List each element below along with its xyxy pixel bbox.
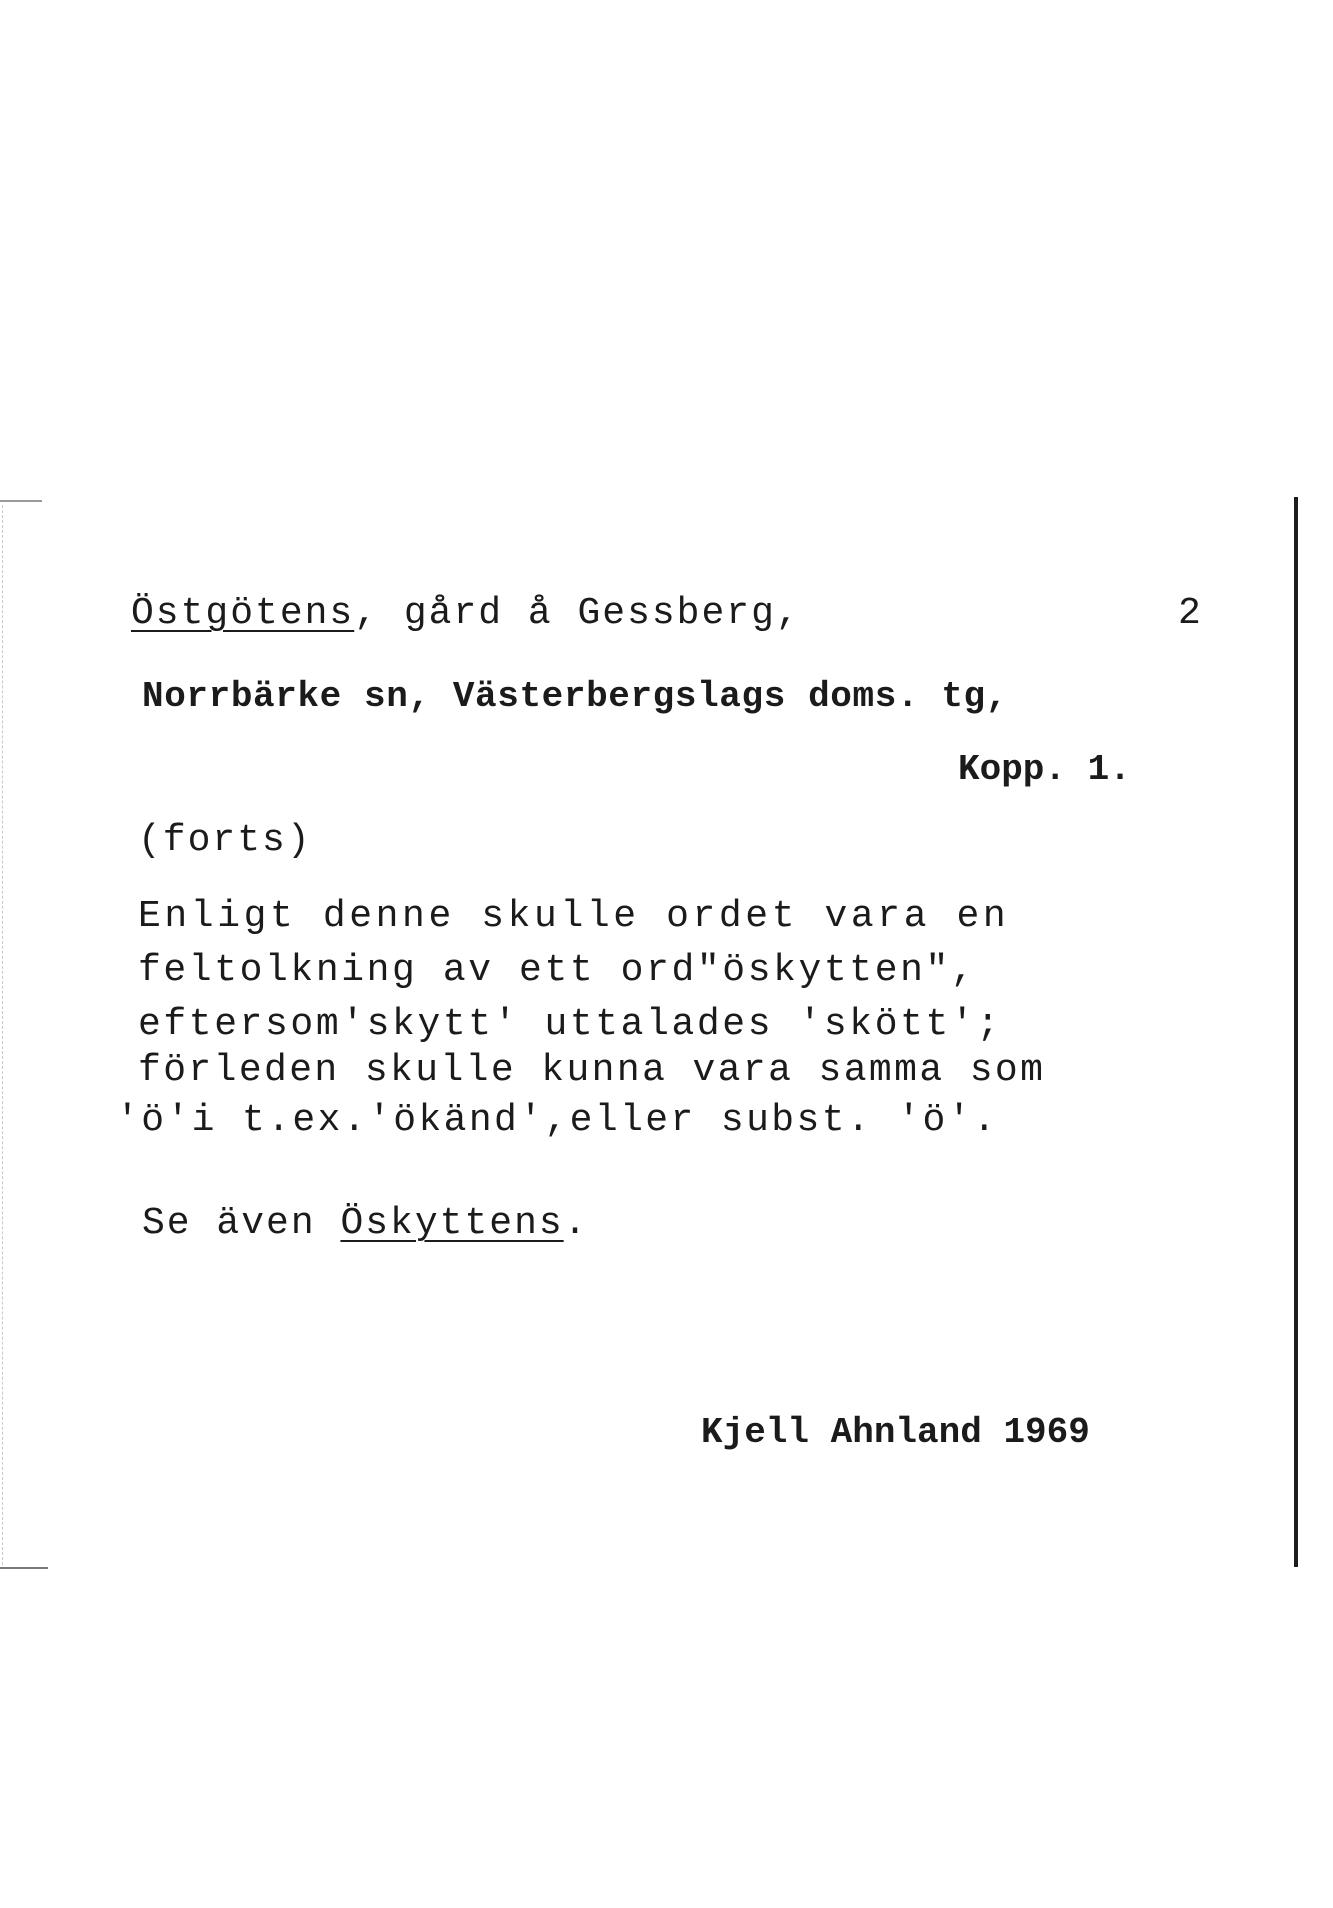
see-also-term: Öskyttens <box>340 1202 564 1245</box>
body-line-2: feltolkning av ett ord"öskytten", <box>138 949 977 992</box>
body-line-5: 'ö'i t.ex.'ökänd',eller subst. 'ö'. <box>116 1099 999 1142</box>
card-heading <box>131 592 801 635</box>
card-bottom-edge-mark <box>0 1567 48 1569</box>
body-line-3: eftersom'skytt' uttalades 'skött'; <box>138 1003 1002 1046</box>
author-line: Kjell Ahnland 1969 <box>701 1412 1090 1453</box>
location-line: Norrbärke sn, Västerbergslags doms. tg, <box>142 676 1008 717</box>
card-number: 2 <box>1178 592 1201 635</box>
see-also-prefix: Se även <box>142 1202 341 1245</box>
see-also-line <box>142 1202 589 1245</box>
heading-rest: , gård å Gessberg, <box>354 592 801 635</box>
card-top-edge-mark <box>0 500 42 502</box>
body-line-1: Enligt denne skulle ordet vara en <box>138 895 1010 938</box>
see-also-suffix: . <box>563 1202 589 1245</box>
heading-term: Östgötens <box>131 592 355 635</box>
body-line-4: förleden skulle kunna vara samma som <box>138 1049 1046 1092</box>
card-left-edge <box>2 505 3 1565</box>
continued-marker: (forts) <box>138 819 312 862</box>
reference-line: Kopp. 1. <box>958 749 1131 790</box>
card-right-edge <box>1294 497 1298 1567</box>
